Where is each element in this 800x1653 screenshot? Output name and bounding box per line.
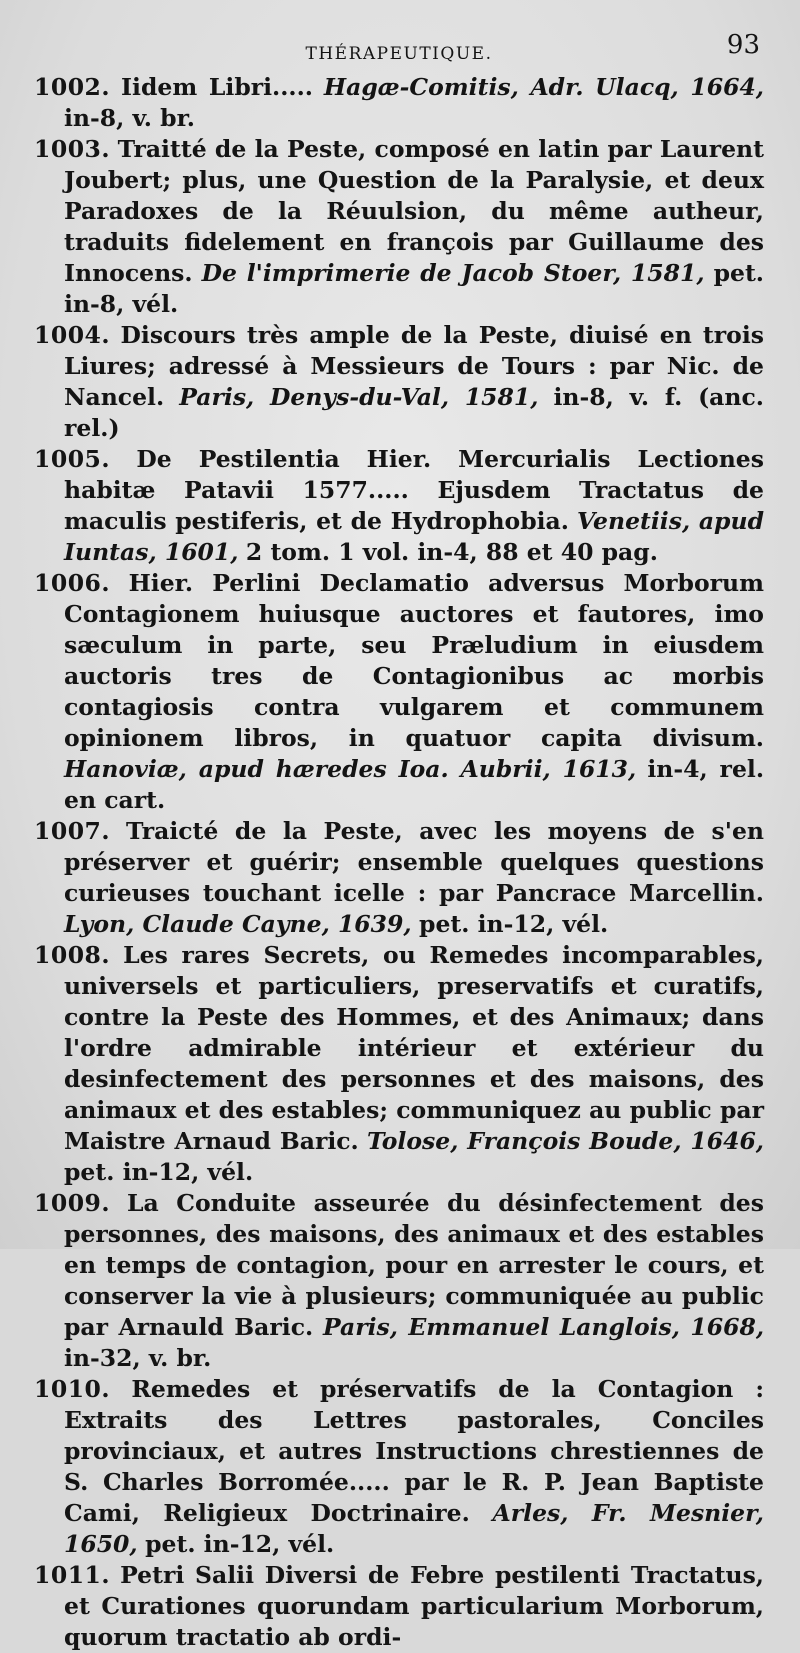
catalog-entry-1006: [34, 568, 764, 816]
page-number: 93: [726, 30, 760, 60]
entry-title: Hier. Perlini Declamatio adversus Morborum Contagionem huiusque auctores et fautores, imo sæculum in parte, seu Præludium in eiusdem auctoris tres de Contagionibus ac morbis contagiosis contra vulgarem et communem opinionem libros, in quatuor capita divisum.: [64, 569, 764, 752]
entry-title: La Conduite asseurée du désinfectement des personnes, des maisons, des animaux et des estables en temps de contagion, pour en arrester le cours, et conserver la vie à plusieurs; communiquée au public par Arnauld Baric.: [64, 1189, 764, 1341]
entry-number: 1006.: [34, 569, 111, 597]
catalog-entry-1008: [34, 940, 764, 1188]
entry-imprint: Hagæ-Comitis, Adr. Ulacq, 1664,: [323, 73, 764, 101]
entry-format: pet. in-12, vél.: [64, 1158, 254, 1186]
catalog-entry-1004: [34, 320, 764, 444]
entry-title: De Pestilentia Hier. Mercurialis Lectiones habitæ Patavii 1577..... Ejusdem Tractatus de maculis pestiferis, et de Hydrophobia.: [64, 445, 764, 535]
entry-format: pet. in-8, vél.: [64, 259, 764, 318]
entry-number: 1002.: [34, 73, 111, 101]
entry-number: 1005.: [34, 445, 111, 473]
entry-title: Traicté de la Peste, avec les moyens de s'en préserver et guérir; ensemble quelques questions curieuses touchant icelle : par Pancrace Marcellin.: [64, 817, 764, 907]
page-header: [34, 28, 764, 72]
entry-imprint: Hanoviæ, apud hæredes Ioa. Aubrii, 1613,: [64, 755, 637, 783]
entry-format: in-32, v. br.: [64, 1344, 212, 1372]
catalog-entry-1002: [34, 72, 764, 134]
entry-imprint: Paris, Denys-du-Val, 1581,: [179, 383, 539, 411]
entry-title: Iidem Libri.....: [121, 73, 313, 101]
entry-number: 1011.: [34, 1561, 111, 1589]
entry-title: Discours très ample de la Peste, diuisé en trois Liures; adressé à Messieurs de Tours : par Nic. de Nancel.: [64, 321, 764, 411]
catalog-entry-1010: [34, 1374, 764, 1560]
entry-format: pet. in-12, vél.: [145, 1530, 335, 1558]
entry-title: Remedes et préservatifs de la Contagion : Extraits des Lettres pastorales, Conciles provinciaux, et autres Instructions chrestiennes de S. Charles Borromée..... par le R. P. Jean Baptiste Cami, Religieux Doctrinaire.: [64, 1375, 764, 1527]
entry-number: 1008.: [34, 941, 111, 969]
entry-format: in-4, rel. en cart.: [64, 755, 764, 814]
entry-imprint: De l'imprimerie de Jacob Stoer, 1581,: [201, 259, 705, 287]
entry-number: 1007.: [34, 817, 111, 845]
catalog-entry-1003: [34, 134, 764, 320]
catalog-entry-1009: [34, 1188, 764, 1374]
entry-number: 1010.: [34, 1375, 111, 1403]
entry-number: 1004.: [34, 321, 111, 349]
entry-number: 1003.: [34, 135, 111, 163]
entry-format: 2 tom. 1 vol. in-4, 88 et 40 pag.: [245, 538, 658, 566]
entry-imprint: Venetiis, apud Iuntas, 1601,: [64, 507, 764, 566]
entry-imprint: Lyon, Claude Cayne, 1639,: [64, 910, 412, 938]
entry-title: Petri Salii Diversi de Febre pestilenti Tractatus, et Curationes quorundam particularium Morborum, quorum tractatio ab ordi-: [64, 1561, 764, 1651]
entry-format: in-8, v. br.: [64, 104, 195, 132]
running-title: THÉRAPEUTIQUE.: [305, 44, 493, 64]
catalog-entry-1011: [34, 1560, 764, 1653]
entry-title: Traitté de la Peste, composé en latin par Laurent Joubert; plus, une Question de la Paralysie, et deux Paradoxes de la Réuulsion, du même autheur, traduits fidelement en françois par Guillaume des Innocens.: [64, 135, 764, 287]
entry-imprint: Paris, Emmanuel Langlois, 1668,: [322, 1313, 764, 1341]
entry-imprint: Tolose, François Boude, 1646,: [366, 1127, 764, 1155]
catalog-entry-1007: [34, 816, 764, 940]
entry-title: Les rares Secrets, ou Remedes incomparables, universels et particuliers, preservatifs et curatifs, contre la Peste des Hommes, et des Animaux; dans l'ordre admirable intérieur et extérieur du desinfectement des personnes et des maisons, des animaux et des estables; communiquez au public par Maistre Arnaud Baric.: [64, 941, 764, 1155]
catalog-entry-1005: [34, 444, 764, 568]
entry-format: pet. in-12, vél.: [419, 910, 609, 938]
catalog-entries: [34, 72, 764, 1653]
entry-imprint: Arles, Fr. Mesnier, 1650,: [64, 1499, 764, 1558]
entry-format: in-8, v. f. (anc. rel.): [64, 383, 764, 442]
entry-number: 1009.: [34, 1189, 111, 1217]
